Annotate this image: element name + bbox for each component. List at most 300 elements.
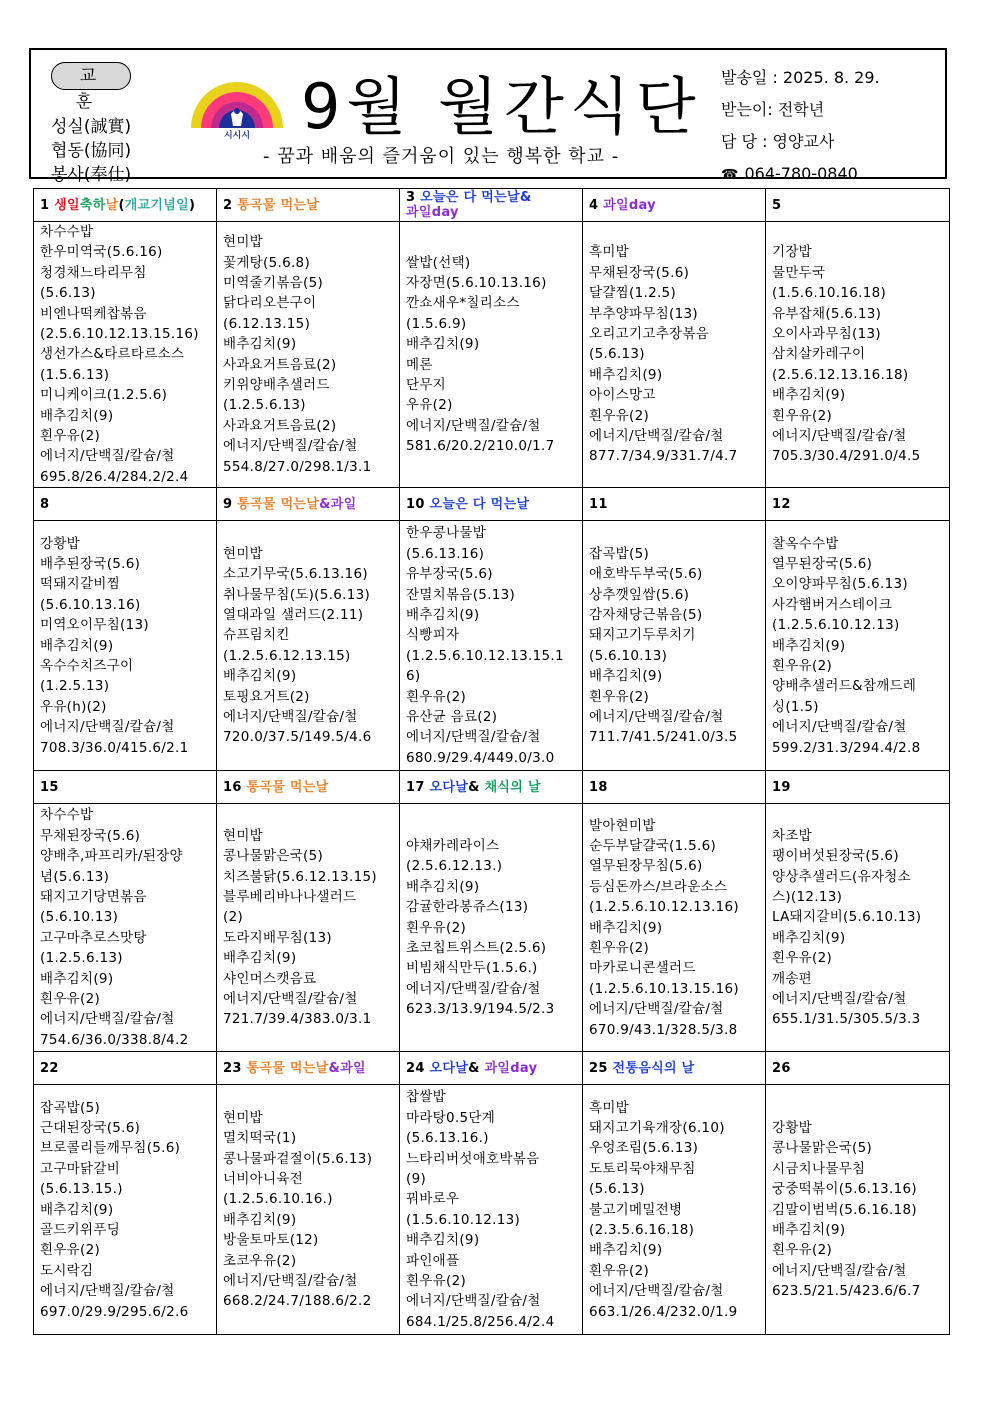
menu-item: (1.5.6.10.16.18): [772, 285, 887, 302]
nutrition-info: 655.1/31.5/305.5/3.3: [772, 1011, 921, 1028]
nutrition-info: 에너지/단백질/칼슘/철: [406, 729, 541, 746]
menu-item: 우엉조림(5.6.13): [589, 1140, 699, 1157]
menu-item: 돼지고기육개장(6.10): [589, 1119, 725, 1136]
day-header-cell: [400, 1052, 583, 1085]
menu-item: 흰우유(2): [406, 688, 467, 705]
day-menu-cell: [766, 804, 950, 1052]
day-header-segment: 19: [772, 779, 791, 795]
nutrition-info: 에너지/단백질/칼슘/철: [223, 1273, 358, 1289]
menu-item: 찰옥수수밥: [772, 535, 839, 552]
day-menu-cell: [766, 222, 950, 488]
nutrition-info: 에너지/단백질/칼슘/철: [589, 1283, 724, 1300]
menu-item: 김말이범벅(5.6.16.18): [772, 1201, 917, 1218]
day-header-segment: 25: [589, 1060, 613, 1076]
day-header-cell: [583, 771, 766, 804]
menu-item: 고구마닭갈비: [40, 1160, 121, 1177]
menu-item: 6): [406, 668, 421, 685]
day-header-cell: [34, 771, 217, 804]
day-header-segment: 날: [105, 197, 119, 213]
menu-item: 흰우유(2): [406, 1273, 467, 1289]
menu-item: 옥수수치즈구이: [40, 657, 134, 674]
menu-item: (1.2.5.6.13): [223, 397, 306, 414]
menu-item: 닭다리오븐구이: [223, 295, 317, 312]
nutrition-info: 680.9/29.4/449.0/3.0: [406, 749, 555, 766]
menu-item: 부추양파무침(13): [589, 305, 698, 322]
day-header-cell: [217, 189, 400, 222]
menu-item: 고구마추로스맛탕: [40, 929, 147, 946]
menu-item: (5.6.13): [40, 285, 96, 302]
menu-item: 차조밥: [772, 827, 813, 844]
menu-item: 사과요거트음료(2): [223, 356, 337, 373]
menu-item: (2.5.6.12.13.16.18): [772, 366, 909, 383]
day-header-cell: [400, 189, 583, 222]
menu-item: 배추된장국(5.6): [40, 555, 141, 572]
school-motto-badge: 교 훈: [51, 62, 131, 90]
day-header-segment: 통곡물 먹는날: [237, 197, 320, 213]
menu-item: (1.5.6.10.12.13): [406, 1211, 521, 1228]
menu-item: 흰우유(2): [772, 407, 833, 424]
menu-item: (5.6.10.13): [40, 909, 119, 926]
nutrition-info: 623.3/13.9/194.5/2.3: [406, 1001, 555, 1018]
nutrition-info: 711.7/41.5/241.0/3.5: [589, 729, 738, 746]
menu-item: 흰우유(2): [589, 939, 650, 956]
menu-item: (1.2.5.6.10.13.15.16): [589, 980, 739, 997]
day-header-segment: 16: [223, 779, 247, 795]
menu-item: 발아현미밥: [589, 817, 656, 834]
motto-item: 성실(誠實): [51, 117, 132, 137]
motto-item: 협동(協同): [51, 141, 132, 161]
menu-item: 현미밥: [223, 1109, 264, 1126]
day-header-segment: 22: [40, 1060, 59, 1076]
menu-item: (5.6.13.15.): [40, 1181, 123, 1198]
menu-item: 시금치나물무침: [772, 1160, 866, 1177]
logo-text: 시시시: [223, 131, 251, 140]
day-header-cell: [766, 771, 950, 804]
nutrition-info: 684.1/25.8/256.4/2.4: [406, 1313, 555, 1330]
menu-item: 한우미역국(5.6.16): [40, 244, 163, 261]
menu-item: 무채된장국(5.6): [589, 264, 690, 281]
menu-item: (1.2.5.13): [40, 678, 110, 695]
menu-item: 돼지고기두루치기: [589, 627, 696, 644]
day-menu-cell: [217, 1085, 400, 1335]
menu-item: 도라지배무침(13): [223, 929, 332, 946]
menu-item: (5.6.13.16): [406, 545, 485, 562]
day-header-segment: 8: [40, 496, 50, 512]
menu-item: 배추김치(9): [406, 606, 480, 623]
menu-item: 배추김치(9): [589, 919, 663, 936]
day-menu-cell: [34, 804, 217, 1052]
nutrition-info: 708.3/36.0/415.6/2.1: [40, 739, 189, 756]
nutrition-info: 754.6/36.0/338.8/4.2: [40, 1031, 189, 1048]
menu-item: 흰우유(2): [589, 407, 650, 424]
day-header-cell: [217, 1052, 400, 1085]
menu-item: 스)(12.13): [772, 888, 843, 905]
menu-item: 배추김치(9): [589, 668, 663, 685]
menu-item: 토핑요거트(2): [223, 688, 310, 705]
nutrition-info: 에너지/단백질/칼슘/철: [40, 1011, 175, 1028]
menu-item: 잡곡밥(5): [40, 1099, 101, 1116]
day-header-segment: 채식의 날: [484, 779, 541, 795]
week-menu-row: [34, 1085, 950, 1335]
menu-item: 싱(1.5): [772, 698, 819, 715]
phone-line: [721, 158, 880, 191]
menu-item: 흰우유(2): [589, 688, 650, 705]
menu-item: (1.2.5.6.12.13.15): [223, 647, 351, 664]
menu-item: 흰우유(2): [772, 1242, 833, 1259]
nutrition-info: 697.0/29.9/295.6/2.6: [40, 1303, 189, 1320]
day-header-segment: 1: [40, 197, 55, 213]
menu-item: 흰우유(2): [772, 657, 833, 674]
menu-item: 배추김치(9): [406, 878, 480, 895]
menu-item: 흰우유(2): [40, 991, 101, 1007]
nutrition-info: 705.3/30.4/291.0/4.5: [772, 448, 921, 465]
menu-item: 흑미밥: [589, 1099, 630, 1116]
menu-item: 배추김치(9): [223, 950, 297, 967]
menu-item: 상추깻잎쌈(5.6): [589, 586, 690, 603]
nutrition-info: 721.7/39.4/383.0/3.1: [223, 1011, 372, 1028]
menu-item: 감귤한라봉쥬스(13): [406, 899, 529, 916]
day-menu-cell: [583, 222, 766, 488]
menu-item: 현미밥: [223, 827, 264, 844]
menu-item: 우유(h)(2): [40, 698, 107, 715]
nutrition-info: 에너지/단백질/칼슘/철: [223, 991, 358, 1007]
menu-item: 근대된장국(5.6): [40, 1119, 141, 1136]
day-header-segment: 10: [406, 496, 430, 512]
menu-item: 샤인머스캣음료: [223, 970, 317, 987]
menu-item: 유부잡채(5.6.13): [772, 305, 882, 322]
menu-item: 미역줄기볶음(5): [223, 275, 324, 292]
menu-item: 양배추,파프리카/된장양: [40, 848, 183, 865]
menu-item: 초코우유(2): [223, 1252, 297, 1269]
menu-item: (5.6.13): [589, 1181, 645, 1198]
menu-item: 돼지고기당면볶음: [40, 888, 147, 905]
nutrition-info: 에너지/단백질/칼슘/철: [772, 719, 907, 736]
nutrition-info: 663.1/26.4/232.0/1.9: [589, 1303, 738, 1320]
day-menu-cell: [766, 521, 950, 771]
menu-item: (2): [223, 909, 244, 926]
menu-item: 배추김치(9): [772, 637, 846, 654]
meta-info: [721, 62, 880, 191]
day-header-segment: 생일: [54, 197, 80, 213]
menu-item: 꽃게탕(5.6.8): [223, 254, 311, 271]
motto-item: 봉사(奉仕): [51, 165, 132, 185]
menu-item: (1.2.5.6.10.12.13.16): [589, 899, 739, 916]
day-menu-cell: [217, 521, 400, 771]
menu-item: 흑미밥: [589, 244, 630, 261]
day-header-cell: [583, 189, 766, 222]
menu-item: 꿔바로우: [406, 1191, 460, 1208]
day-header-segment: 오늘은 다 먹는날&: [420, 190, 532, 205]
menu-item: 콩나물맑은국(5): [772, 1140, 873, 1157]
nutrition-info: 에너지/단백질/칼슘/철: [40, 1283, 175, 1300]
day-menu-cell: [583, 1085, 766, 1335]
menu-item: 등심돈까스/브라운소스: [589, 878, 728, 895]
day-header-segment: 26: [772, 1060, 791, 1076]
menu-item: 배추김치(9): [40, 407, 114, 424]
day-header-cell: [583, 488, 766, 521]
menu-item: 콩나물파겉절이(5.6.13): [223, 1150, 373, 1167]
menu-item: 한우콩나물밥: [406, 525, 487, 542]
week-menu-row: [34, 521, 950, 771]
menu-item: 열무된장국(5.6): [772, 555, 873, 572]
menu-item: 차수수밥: [40, 807, 94, 824]
menu-item: 느타리버섯애호박볶음: [406, 1150, 540, 1167]
day-header-segment: 과일day: [484, 1060, 538, 1076]
nutrition-info: 에너지/단백질/칼슘/철: [406, 1293, 541, 1310]
nutrition-info: 에너지/단백질/칼슘/철: [406, 980, 541, 997]
menu-item: 열대과일 샐러드(2.11): [223, 606, 364, 623]
nutrition-info: 877.7/34.9/331.7/4.7: [589, 448, 738, 465]
week-menu-row: [34, 804, 950, 1052]
menu-item: 양상추샐러드(유자청소: [772, 868, 911, 885]
day-header-segment: 23: [223, 1060, 247, 1076]
page-subtitle: - 꿈과 배움의 즐거움이 있는 행복한 학교 -: [263, 146, 620, 167]
menu-item: 흰우유(2): [40, 428, 101, 445]
menu-item: (1.2.5.6.10.12.13): [772, 617, 900, 634]
menu-item: 떡돼지갈비찜: [40, 576, 121, 593]
menu-item: (5.6.13.16.): [406, 1130, 489, 1147]
menu-item: 야채카레라이스: [406, 837, 500, 854]
menu-item: 취나물무침(도)(5.6.13): [223, 586, 371, 603]
nutrition-info: 에너지/단백질/칼슘/철: [223, 709, 358, 725]
day-header-segment: &과일: [319, 496, 357, 512]
menu-item: 치즈불닭(5.6.12.13.15): [223, 868, 377, 885]
menu-item: 잔멸치볶음(5.13): [406, 586, 516, 603]
menu-item: 슈프림치킨: [223, 627, 290, 644]
school-logo-icon: [187, 80, 287, 140]
menu-item: 차수수밥: [40, 224, 94, 240]
menu-item: 배추김치(9): [40, 1201, 114, 1218]
menu-item: 배추김치(9): [772, 929, 846, 946]
day-menu-cell: [400, 521, 583, 771]
menu-item: (1.2.5.6.13): [40, 950, 123, 967]
day-header-cell: [766, 1052, 950, 1085]
phone-icon: ☎: [721, 167, 739, 183]
nutrition-info: 에너지/단백질/칼슘/철: [589, 1001, 724, 1018]
day-header-cell: [400, 771, 583, 804]
day-header-segment: 15: [40, 779, 59, 795]
menu-item: 흰우유(2): [589, 1262, 650, 1279]
day-header-segment: 11: [589, 496, 608, 512]
menu-item: (9): [406, 1170, 427, 1187]
header-box: [29, 48, 947, 185]
menu-item: 배추김치(9): [406, 1232, 480, 1249]
page-title: 9월 월간식단: [301, 70, 702, 143]
day-header-segment: ): [189, 197, 196, 213]
menu-item: 순두부달걀국(1.5.6): [589, 837, 717, 854]
menu-item: 식빵피자: [406, 627, 460, 644]
menu-item: 배추김치(9): [406, 336, 480, 353]
day-header-cell: [766, 189, 950, 222]
menu-item: (6.12.13.15): [223, 315, 311, 332]
day-menu-cell: [583, 804, 766, 1052]
day-header-cell: [217, 771, 400, 804]
menu-item: 념(5.6.13): [40, 868, 110, 885]
day-header-segment: 5: [772, 197, 782, 213]
menu-item: 콩나물맑은국(5): [223, 848, 324, 865]
week-header-row: [34, 488, 950, 521]
menu-item: 자장면(5.6.10.13.16): [406, 275, 547, 292]
menu-item: 애호박두부국(5.6): [589, 566, 703, 583]
menu-item: 사각햄버거스테이크: [772, 596, 893, 613]
nutrition-info: 에너지/단백질/칼슘/철: [772, 991, 907, 1007]
menu-item: 비엔나떡케찹볶음: [40, 305, 147, 322]
nutrition-info: 에너지/단백질/칼슘/철: [40, 719, 175, 736]
menu-item: 브로콜리들깨무침(5.6): [40, 1140, 181, 1157]
menu-item: 감자채당근볶음(5): [589, 606, 703, 623]
send-date: 발송일 : 2025. 8. 29.: [721, 68, 880, 87]
day-header-segment: 2: [223, 197, 238, 213]
day-header-segment: 과일day: [406, 205, 459, 220]
menu-item: (1.5.6.9): [406, 315, 467, 332]
day-menu-cell: [400, 1085, 583, 1335]
day-header-segment: 개교기념일: [124, 197, 190, 213]
menu-item: (1.2.5.6.10.12.13.15.1: [406, 647, 564, 664]
menu-item: 무채된장국(5.6): [40, 827, 141, 844]
menu-item: 배추김치(9): [772, 1221, 846, 1238]
menu-item: (1.5.6.13): [40, 366, 110, 383]
menu-item: 흰우유(2): [406, 919, 467, 936]
menu-item: 도시락김: [40, 1262, 94, 1279]
nutrition-info: 에너지/단백질/칼슘/철: [589, 428, 724, 445]
menu-item: 배추김치(9): [772, 387, 846, 404]
day-header-segment: 4: [589, 197, 604, 213]
menu-item: (1.2.5.6.10.16.): [223, 1191, 333, 1208]
menu-item: 현미밥: [223, 234, 264, 251]
menu-item: 사과요거트음료(2): [223, 417, 337, 434]
day-header-segment: &과일: [328, 1060, 366, 1076]
week-header-row: [34, 1052, 950, 1085]
day-header-segment: (: [118, 197, 125, 213]
menu-item: (5.6.10.13): [589, 647, 668, 664]
menu-item: 쌀밥(선택): [406, 254, 471, 271]
menu-item: (2.5.6.10.12.13.15.16): [40, 326, 199, 343]
week-header-row: [34, 771, 950, 804]
day-header-segment: 18: [589, 779, 608, 795]
menu-item: 생선가스&타르타르소스: [40, 346, 185, 363]
menu-item: 우유(2): [406, 397, 453, 414]
nutrition-info: 581.6/20.2/210.0/1.7: [406, 438, 555, 455]
day-menu-cell: [217, 804, 400, 1052]
menu-item: 삼치살카레구이: [772, 346, 866, 363]
menu-item: 현미밥: [223, 545, 264, 562]
nutrition-info: 에너지/단백질/칼슘/철: [406, 417, 541, 434]
menu-item: 배추김치(9): [223, 336, 297, 353]
day-header-segment: 9: [223, 496, 238, 512]
menu-item: 유부장국(5.6): [406, 566, 493, 583]
day-header-segment: &: [468, 1060, 485, 1076]
week-header-row: [34, 189, 950, 222]
nutrition-info: 에너지/단백질/칼슘/철: [223, 438, 358, 455]
menu-item: 배추김치(9): [223, 668, 297, 685]
menu-item: 흰우유(2): [772, 950, 833, 967]
menu-item: 달걀찜(1.2.5): [589, 285, 677, 302]
week-menu-row: [34, 222, 950, 488]
day-menu-cell: [583, 521, 766, 771]
day-header-segment: 통곡물 먹는날: [237, 496, 320, 512]
day-header-segment: 통곡물 먹는날: [246, 779, 329, 795]
menu-item: 단무지: [406, 377, 447, 394]
menu-item: 물만두국: [772, 264, 826, 281]
day-menu-cell: [34, 222, 217, 488]
day-header-segment: &: [468, 779, 485, 795]
menu-item: (5.6.10.13.16): [40, 596, 141, 613]
motto-list: [51, 115, 131, 187]
day-header-cell: [583, 1052, 766, 1085]
menu-item: 찹쌀밥: [406, 1089, 447, 1106]
menu-item: (2.5.6.12.13.): [406, 858, 503, 875]
day-menu-cell: [400, 222, 583, 488]
nutrition-info: 에너지/단백질/칼슘/철: [772, 428, 907, 445]
menu-item: 팽이버섯된장국(5.6): [772, 848, 899, 865]
menu-item: 배추김치(9): [40, 637, 114, 654]
menu-item: 소고기무국(5.6.13.16): [223, 566, 368, 583]
menu-item: 강황밥: [40, 535, 81, 552]
menu-item: 오리고기고추장볶음: [589, 326, 710, 343]
menu-item: 깐쇼새우*칠리소스: [406, 295, 520, 312]
menu-item: 방울토마토(12): [223, 1232, 319, 1249]
day-header-segment: 오다날: [429, 779, 469, 795]
nutrition-info: 720.0/37.5/149.5/4.6: [223, 729, 372, 746]
day-header-segment: 과일day: [603, 197, 656, 213]
day-menu-cell: [217, 222, 400, 488]
menu-item: 마라탕0.5단계: [406, 1109, 496, 1126]
menu-item: 흰우유(2): [40, 1242, 101, 1259]
day-header-segment: 전통음식의 날: [612, 1060, 695, 1076]
day-header-cell: [34, 488, 217, 521]
recipient: 받는이: 전학년: [721, 100, 825, 119]
day-header-segment: 12: [772, 496, 791, 512]
day-menu-cell: [34, 1085, 217, 1335]
phone-number: 064-780-0840: [744, 164, 858, 183]
day-header-segment: 오늘은 다 먹는날: [429, 496, 530, 512]
menu-item: 골드키위푸딩: [40, 1221, 121, 1238]
menu-item: 오이사과무침(13): [772, 326, 881, 343]
menu-item: 오이양파무침(5.6.13): [772, 576, 908, 593]
menu-item: 깨송편: [772, 970, 813, 987]
menu-item: 배추김치(9): [589, 1242, 663, 1259]
day-header-segment: 통곡물 먹는날: [246, 1060, 329, 1076]
nutrition-info: 670.9/43.1/328.5/3.8: [589, 1021, 738, 1038]
nutrition-info: 554.8/27.0/298.1/3.1: [223, 458, 372, 475]
day-header-cell: [400, 488, 583, 521]
menu-item: 멸치떡국(1): [223, 1130, 297, 1147]
menu-item: 메론: [406, 356, 433, 373]
person-in-charge: 담 당 : 영양교사: [721, 132, 835, 151]
nutrition-info: 599.2/31.3/294.4/2.8: [772, 739, 921, 756]
day-header-segment: 24: [406, 1060, 430, 1076]
menu-item: 궁중떡볶이(5.6.13.16): [772, 1181, 917, 1198]
menu-item: 청경채느타리무침: [40, 264, 147, 281]
menu-item: 미역오이무침(13): [40, 617, 149, 634]
menu-item: 마카로니콘샐러드: [589, 960, 696, 977]
day-header-cell: [34, 189, 217, 222]
menu-item: (5.6.13): [589, 346, 645, 363]
day-menu-cell: [766, 1085, 950, 1335]
menu-item: (2.3.5.6.16.18): [589, 1221, 695, 1238]
menu-item: 도토리묵야채무침: [589, 1160, 696, 1177]
day-header-cell: [217, 488, 400, 521]
menu-item: 불고기메밀전병: [589, 1201, 683, 1218]
menu-item: 열무된장무침(5.6): [589, 858, 703, 875]
menu-item: 배추김치(9): [589, 366, 663, 383]
nutrition-info: 에너지/단백질/칼슘/철: [589, 709, 724, 725]
menu-item: 블루베리바나나샐러드: [223, 888, 357, 905]
menu-item: 기장밥: [772, 244, 813, 261]
menu-item: 배추김치(9): [223, 1211, 297, 1228]
day-header-segment: 17: [406, 779, 430, 795]
nutrition-info: 695.8/26.4/284.2/2.4: [40, 468, 189, 485]
